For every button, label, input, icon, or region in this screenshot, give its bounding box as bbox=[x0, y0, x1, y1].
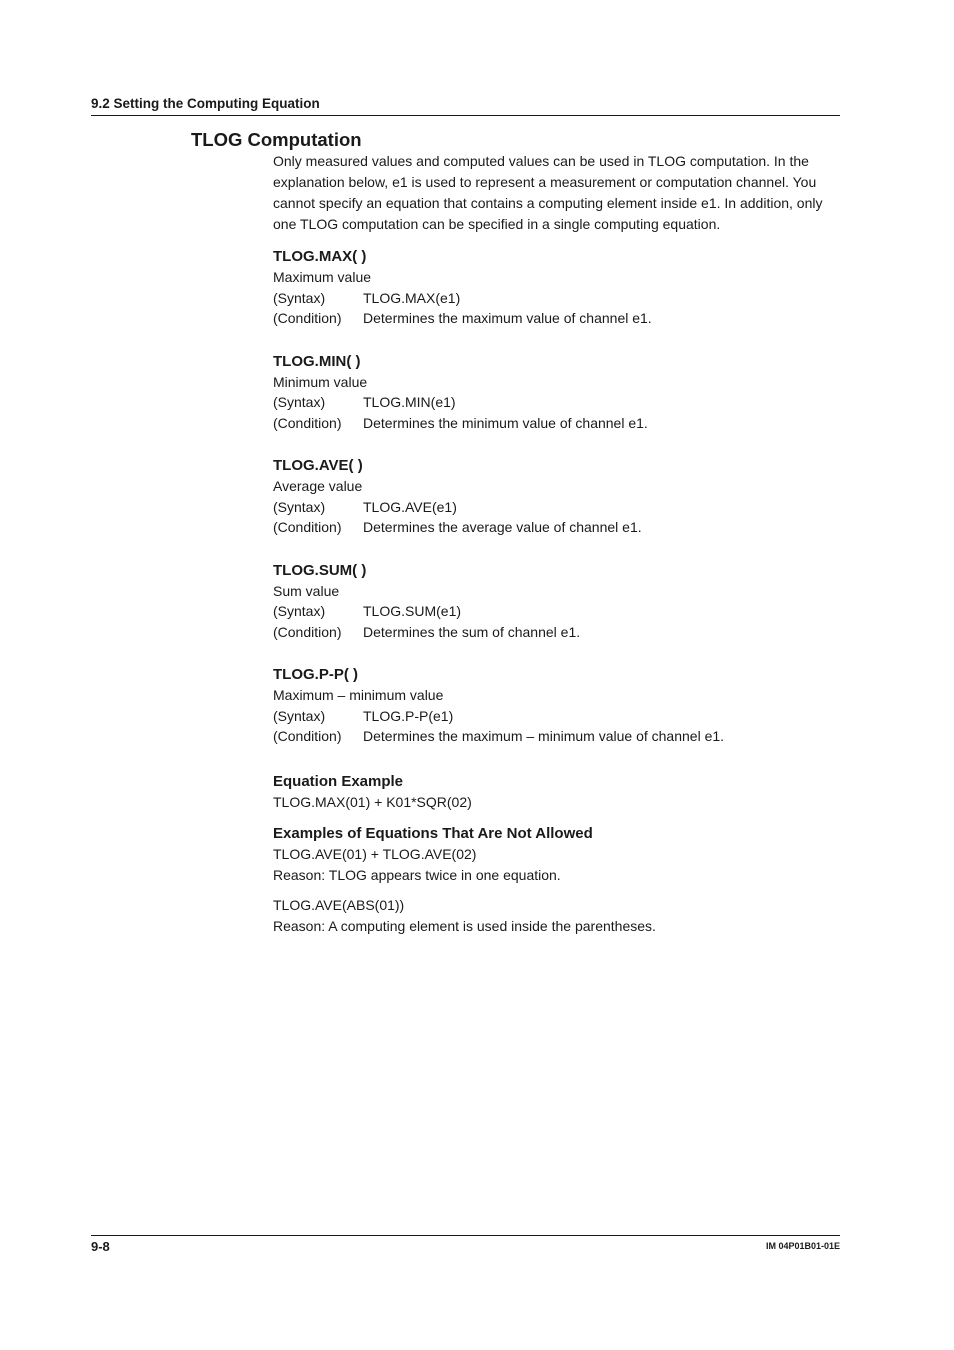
syntax-value: TLOG.P-P(e1) bbox=[363, 707, 454, 724]
condition-label: (Condition) bbox=[273, 310, 342, 326]
syntax-row bbox=[273, 497, 843, 518]
equation-example-title: Equation Example bbox=[273, 772, 404, 790]
page-number: 9-8 bbox=[91, 1239, 110, 1254]
syntax-value: TLOG.SUM(e1) bbox=[363, 603, 462, 619]
not-allowed-reason: Reason: A computing element is used inside the parentheses. bbox=[273, 917, 656, 934]
not-allowed-equation: TLOG.AVE(01) + TLOG.AVE(02) bbox=[273, 846, 477, 862]
function-description: Sum value bbox=[273, 582, 340, 599]
function-description: Maximum value bbox=[273, 269, 372, 285]
condition-label: (Condition) bbox=[273, 414, 342, 431]
function-block-max bbox=[273, 246, 843, 329]
syntax-label: (Syntax) bbox=[273, 603, 326, 619]
syntax-row bbox=[273, 706, 843, 727]
function-title: TLOG.AVE( ) bbox=[273, 457, 363, 474]
document-id: IM 04P01B01-01E bbox=[765, 1241, 840, 1251]
not-allowed-block bbox=[273, 823, 843, 936]
condition-row bbox=[273, 622, 843, 643]
equation-example-block bbox=[273, 771, 843, 813]
page-footer bbox=[91, 1235, 840, 1256]
function-title: TLOG.SUM( ) bbox=[273, 561, 367, 579]
syntax-label: (Syntax) bbox=[273, 707, 326, 724]
function-title: TLOG.MIN( ) bbox=[273, 352, 361, 370]
syntax-label: (Syntax) bbox=[273, 394, 326, 410]
syntax-value: TLOG.MAX(e1) bbox=[363, 289, 461, 306]
condition-row bbox=[273, 517, 843, 538]
syntax-row bbox=[273, 288, 843, 309]
condition-label: (Condition) bbox=[273, 728, 342, 744]
function-block-sum bbox=[273, 560, 843, 643]
equation-example: TLOG.MAX(01) + K01*SQR(02) bbox=[273, 793, 472, 810]
condition-row bbox=[273, 726, 843, 747]
syntax-label: (Syntax) bbox=[273, 498, 326, 515]
condition-row bbox=[273, 308, 843, 329]
syntax-value: TLOG.MIN(e1) bbox=[363, 394, 456, 410]
intro-line: explanation below, e1 is used to represent a measurement or computation channel. You bbox=[273, 174, 817, 190]
function-block-ave bbox=[273, 455, 843, 538]
intro-line: Only measured values and computed values can be used in TLOG computation. In the bbox=[273, 153, 809, 169]
body-content bbox=[273, 151, 843, 936]
syntax-label: (Syntax) bbox=[273, 289, 326, 306]
not-allowed-equation: TLOG.AVE(ABS(01)) bbox=[273, 897, 405, 913]
function-description: Maximum – minimum value bbox=[273, 687, 444, 703]
intro-line: cannot specify an equation that contains a computing element inside e1. In addition, only bbox=[273, 195, 823, 211]
condition-value: Determines the maximum – minimum value of channel e1. bbox=[363, 728, 725, 744]
intro-paragraph bbox=[273, 151, 843, 235]
syntax-value: TLOG.AVE(e1) bbox=[363, 498, 457, 515]
function-title: TLOG.P-P( ) bbox=[273, 666, 358, 683]
condition-label: (Condition) bbox=[273, 623, 342, 640]
function-block-min bbox=[273, 351, 843, 434]
function-description: Average value bbox=[273, 478, 363, 494]
function-description: Minimum value bbox=[273, 373, 368, 390]
function-title: TLOG.MAX( ) bbox=[273, 248, 367, 265]
condition-row bbox=[273, 413, 843, 434]
not-allowed-reason: Reason: TLOG appears twice in one equation. bbox=[273, 866, 561, 883]
function-block-pp bbox=[273, 664, 843, 747]
condition-value: Determines the maximum value of channel e1. bbox=[363, 310, 652, 326]
intro-line: one TLOG computation can be specified in a single computing equation. bbox=[273, 216, 721, 232]
section-heading: 9.2 Setting the Computing Equation bbox=[91, 96, 320, 111]
page-title: TLOG Computation bbox=[191, 129, 362, 150]
condition-value: Determines the sum of channel e1. bbox=[363, 623, 581, 640]
not-allowed-title: Examples of Equations That Are Not Allowed bbox=[273, 825, 593, 842]
condition-value: Determines the average value of channel e1. bbox=[363, 519, 642, 535]
syntax-row bbox=[273, 601, 843, 622]
condition-value: Determines the minimum value of channel e1. bbox=[363, 414, 648, 431]
page-header bbox=[91, 95, 840, 116]
condition-label: (Condition) bbox=[273, 519, 342, 535]
syntax-row bbox=[273, 392, 843, 413]
